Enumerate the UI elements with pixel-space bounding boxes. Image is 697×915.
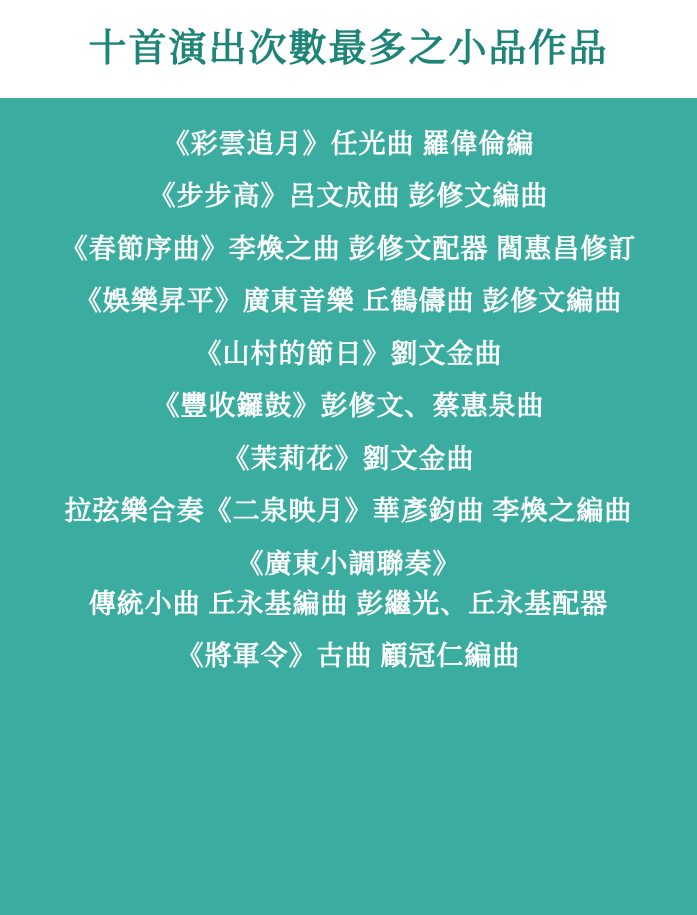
list-item: 《步步高》呂文成曲 彭修文編曲 xyxy=(148,181,549,212)
list-item: 拉弦樂合奏《二泉映月》華彥鈞曲 李煥之編曲 xyxy=(64,496,633,527)
list-item: 《將軍令》古曲 顧冠仁編曲 xyxy=(176,641,521,672)
list-item: 《春節序曲》李煥之曲 彭修文配器 閻惠昌修訂 xyxy=(60,233,637,264)
repertoire-list xyxy=(0,98,697,683)
list-item: 《廣東小調聯奏》 xyxy=(236,548,461,579)
page-header xyxy=(0,0,697,98)
list-item: 《茉莉花》劉文金曲 xyxy=(222,443,475,474)
list-item: 《彩雲追月》任光曲 羅偉倫編 xyxy=(162,129,535,159)
list-item: 《娛樂昇平》廣東音樂 丘鶴儔曲 彭修文編曲 xyxy=(74,286,623,317)
list-item: 傳統小曲 丘永基編曲 彭繼光、丘永基配器 xyxy=(88,588,609,619)
list-item: 《山村的節日》劉文金曲 xyxy=(194,338,503,369)
page-title: 十首演出次數最多之小品作品 xyxy=(88,28,609,70)
list-item: 《豐收鑼鼓》彭修文、蔡惠泉曲 xyxy=(152,391,545,422)
